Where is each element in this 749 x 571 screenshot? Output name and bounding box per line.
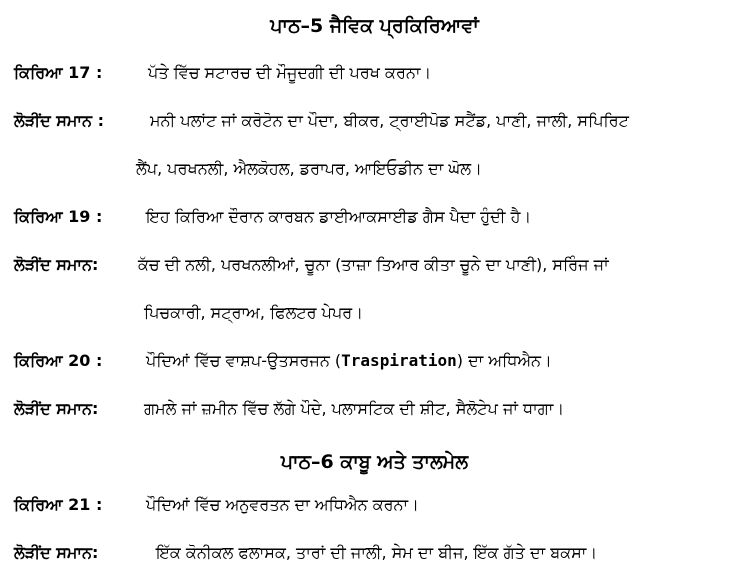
activity-17-materials-line-2: ਲੈਂਪ, ਪਰਖਨਲੀ, ਐਲਕੋਹਲ, ਡਰਾਪਰ, ਆਇਓਡੀਨ ਦਾ ਘੋਲ। [136,159,482,178]
activity-19-description: ਇਹ ਕਿਰਿਆ ਦੌਰਾਨ ਕਾਰਬਨ ਡਾਈਆਕਸਾਈਡ ਗੈਸ ਪੈਦਾ ਹੁੰਦੀ ਹੈ। [146,207,532,226]
activity-17-description: ਪੱਤੇ ਵਿੱਚ ਸਟਾਰਚ ਦੀ ਮੌਜੂਦਗੀ ਦੀ ਪਰਖ ਕਰਨਾ। [148,63,432,82]
activity-20-materials-line-1: ਗਮਲੇ ਜਾਂ ਜ਼ਮੀਨ ਵਿੱਚ ਲੱਗੇ ਪੌਦੇ, ਪਲਾਸਟਿਕ ਦੀ ਸ਼ੀਟ, ਸੈਲੋਟੇਪ ਜਾਂ ਧਾਗਾ। [144,399,565,418]
chapter-5-heading: ਪਾਠ–5 ਜੈਵਿਕ ਪ੍ਰਕਿਰਿਆਵਾਂ [270,15,479,37]
activity-20-description-before: ਪੌਦਿਆਂ ਵਿੱਚ ਵਾਸ਼ਪ-ਉਤਸਰਜਨ ( [146,351,342,370]
activity-20-description [146,350,552,372]
activity-19-materials-line-1: ਕੱਚ ਦੀ ਨਲੀ, ਪਰਖਨਲੀਆਂ, ਚੂਨਾ (ਤਾਜ਼ਾ ਤਿਆਰ ਕੀਤਾ ਚੂਨੇ ਦਾ ਪਾਣੀ), ਸਰਿੰਜ ਜਾਂ [138,255,609,274]
activity-21-materials-line-1: ਇੱਕ ਕੋਨੀਕਲ ਫਲਾਸਕ, ਤਾਰਾਂ ਦੀ ਜਾਲੀ, ਸੇਮ ਦਾ ਬੀਜ, ਇੱਕ ਗੱਤੇ ਦਾ ਬਕਸਾ। [156,543,598,562]
activity-19-materials-line-2: ਪਿਚਕਾਰੀ, ਸਟ੍ਰਾਅ, ਫਿਲਟਰ ਪੇਪਰ। [144,303,364,322]
activity-17-label: ਕਿਰਿਆ 17 : [14,63,103,82]
activity-20-term: Traspiration [341,351,457,370]
activity-19-label: ਕਿਰਿਆ 19 : [14,207,103,226]
activity-20-label: ਕਿਰਿਆ 20 : [14,351,103,370]
activity-20-materials-label: ਲੋੜੀਂਦ ਸਮਾਨ: [14,399,99,418]
activity-19-materials-label: ਲੋੜੀਂਦ ਸਮਾਨ: [14,255,99,274]
activity-17-materials-line-1: ਮਨੀ ਪਲਾਂਟ ਜਾਂ ਕਰੋਟੋਨ ਦਾ ਪੌਦਾ, ਬੀਕਰ, ਟ੍ਰਾਈਪੋਡ ਸਟੈਂਡ, ਪਾਣੀ, ਜਾਲੀ, ਸਪਿਰਿਟ [150,111,629,130]
activity-21-label: ਕਿਰਿਆ 21 : [14,495,103,514]
activity-21-description: ਪੌਦਿਆਂ ਵਿੱਚ ਅਨੁਵਰਤਨ ਦਾ ਅਧਿਐਨ ਕਰਨਾ। [146,495,419,514]
activity-21-materials-label: ਲੋੜੀਂਦ ਸਮਾਨ: [14,543,99,562]
activity-20-description-after: ) ਦਾ ਅਧਿਐਨ। [456,351,552,370]
chapter-6-heading: ਪਾਠ–6 ਕਾਬੂ ਅਤੇ ਤਾਲਮੇਲ [280,451,469,473]
activity-17-materials-label: ਲੋੜੀਂਦ ਸਮਾਨ : [14,111,104,130]
